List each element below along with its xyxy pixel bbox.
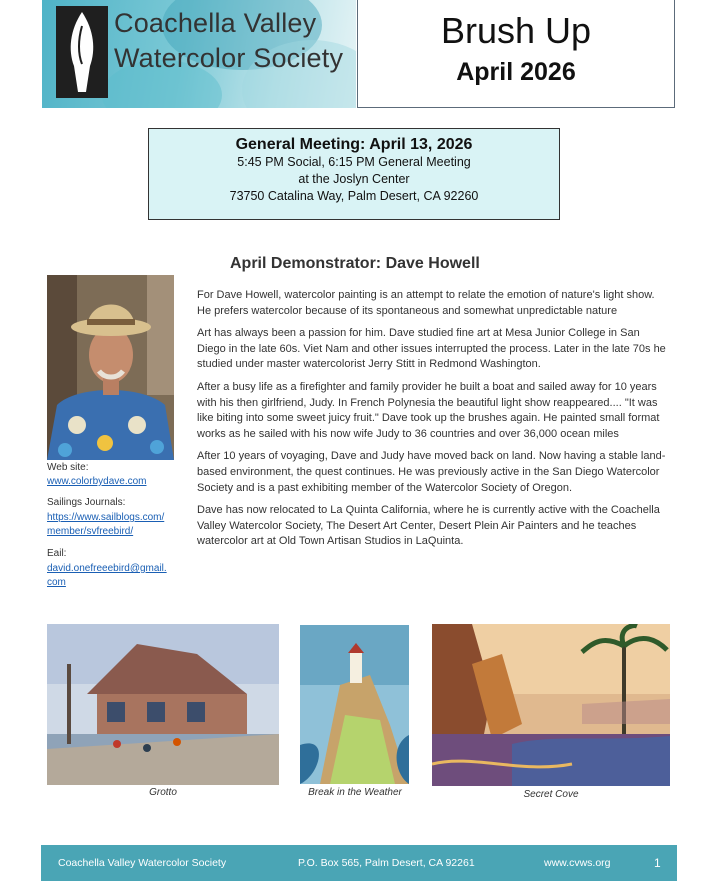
newsletter-name: Brush Up [440,10,592,51]
newsletter-issue: April 2026 [456,58,576,86]
demonstrator-heading: April Demonstrator: Dave Howell [230,255,480,272]
footer-address: P.O. Box 565, Palm Desert, CA 92261 [298,857,475,869]
meeting-time: 5:45 PM Social, 6:15 PM General Meeting [237,155,471,169]
caption-grotto: Grotto [149,787,177,798]
newsletter-title-box [357,0,675,108]
website-label: Web site: [47,462,89,473]
caption-secret-cove: Secret Cove [523,789,579,800]
footer-website[interactable]: www.cvws.org [544,857,611,869]
painting-break-in-the-weather [300,625,409,784]
painting-secret-cove [432,624,670,786]
email-link-line1[interactable]: david.onefreeebird@gmail. [47,563,167,574]
email-label: Eail: [47,548,67,559]
journals-link-line2[interactable]: member/svfreebird/ [47,526,134,537]
meeting-venue: at the Joslyn Center [298,172,410,186]
page-footer [41,845,677,881]
bio-paragraph: After a busy life as a firefighter and family provider he built a boat and sailed away for 10 years with his then girlfriend, Judy. In French Polynesia the beautiful light show reappeared.... "It was like biting into some sweet juicy fruit." Dave took up the brushes again. He painted small format works as he sailed with his now wife Judy to 36 countries and over 36,000 ocean miles [197,380,660,440]
org-name-line2: Watercolor Society [114,43,344,73]
bio-paragraph: For Dave Howell, watercolor painting is an attempt to relate the emotion of nature's light show. He prefers watercolor because of its spontaneous and somewhat unpredictable nature [197,289,655,317]
footer-org: Coachella Valley Watercolor Society [58,857,227,869]
demonstrator-bio [197,288,669,557]
bio-paragraph: Dave has now relocated to La Quinta California, where he is currently active with the Coachella Valley Watercolor Society, The Desert Art Center, Desert Plein Air Painters and he teaches watercolor art at Old Town Artisan Studios in LaQuinta. [197,504,660,548]
email-link-line2[interactable]: com [47,577,66,588]
meeting-title: General Meeting: April 13, 2026 [235,136,473,153]
bio-paragraph: After 10 years of voyaging, Dave and Judy have moved back on land. Now having a stable land-based environment, the quest continues. He was previously active in the San Diego Watercolor Society and is a past exhibiting member of the Watercolor Society of Oregon. [197,450,666,494]
journals-label: Sailings Journals: [47,497,126,508]
footer-page-number: 1 [654,856,661,870]
bio-paragraph: Art has always been a passion for him. Dave studied fine art at Mesa Junior College in San Diego in the late 60s. Viet Nam and other issues interrupted the process. Later in the late 70s he studied under master watercolorist Jerry Stitt in Redmond Washington. [197,327,666,371]
meeting-info-box [148,128,560,220]
website-link[interactable]: www.colorbydave.com [47,476,147,487]
caption-break-in-the-weather: Break in the Weather [308,787,402,798]
society-logo-banner [42,0,356,108]
journals-link-line1[interactable]: https://www.sailblogs.com/ [47,512,165,523]
painting-grotto [47,624,279,785]
meeting-address: 73750 Catalina Way, Palm Desert, CA 92260 [229,189,479,203]
org-name-line1: Coachella Valley [114,8,317,38]
brush-logo-icon [56,6,108,98]
demonstrator-portrait [47,275,174,460]
